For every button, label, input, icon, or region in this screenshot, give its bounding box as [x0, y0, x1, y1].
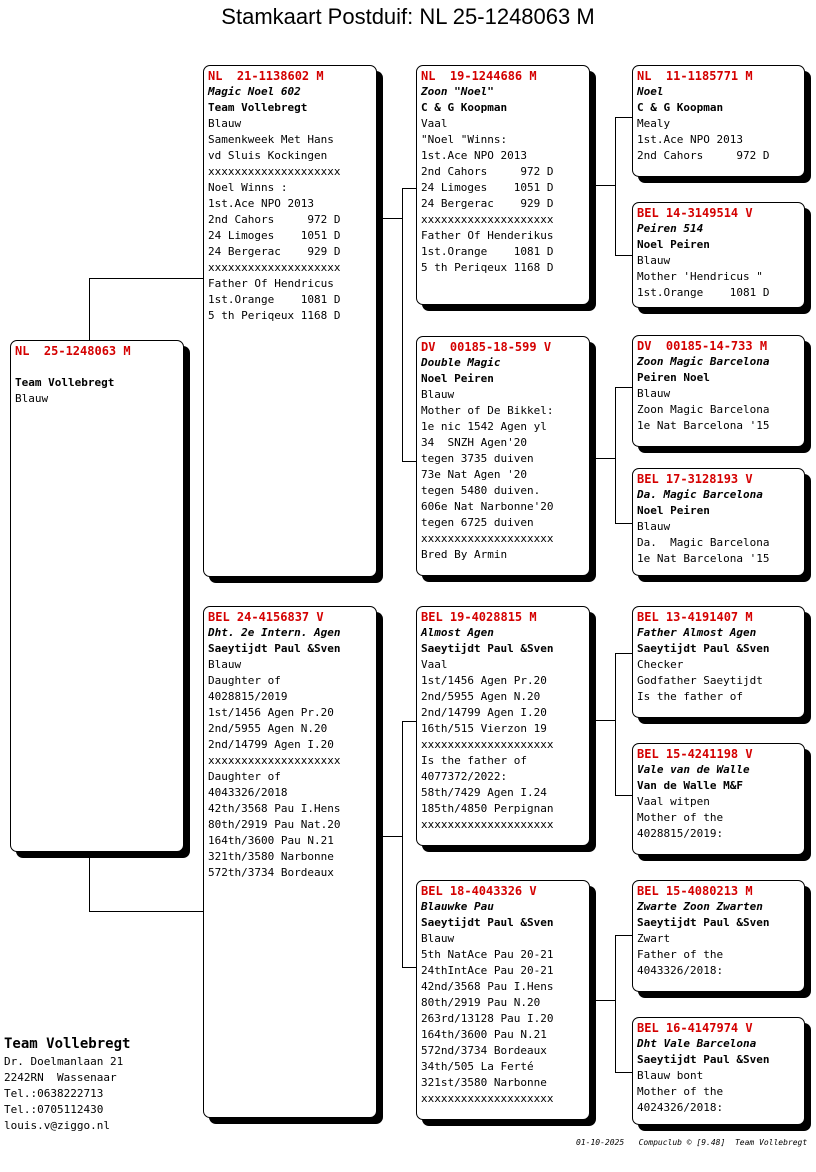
pedigree-note: xxxxxxxxxxxxxxxxxxxx — [421, 738, 554, 751]
pigeon-name: Almost Agen — [421, 626, 494, 639]
pedigree-note: 4077372/2022: — [421, 770, 508, 783]
pedigree-note: tegen 3735 duiven — [421, 452, 534, 465]
pedigree-note: xxxxxxxxxxxxxxxxxxxx — [421, 818, 554, 831]
breeder-name: Saeytijdt Paul &Sven — [421, 642, 554, 655]
connector — [89, 278, 90, 341]
pigeon-card-sds[interactable] — [632, 335, 805, 447]
ring-number: BEL 24-4156837 V — [208, 610, 324, 624]
ring-number: BEL 16-4147974 V — [637, 1021, 753, 1035]
breeder-name: Saeytijdt Paul &Sven — [421, 916, 554, 929]
pedigree-note: 1st/1456 Agen Pr.20 — [208, 706, 334, 719]
pedigree-note: 4028815/2019 — [208, 690, 288, 703]
pedigree-note: "Noel "Winns: — [421, 133, 508, 146]
connector — [615, 653, 633, 654]
pedigree-note: 42nd/3568 Pau I.Hens — [421, 980, 554, 993]
pigeon-name: Noel — [637, 85, 664, 98]
pedigree-note: 321st/3580 Narbonne — [421, 1076, 547, 1089]
ring-number: NL 25-1248063 M — [15, 344, 131, 358]
footer-credit: 01-10-2025 Compuclub © [9.48] Team Vollebregt — [576, 1138, 808, 1147]
connector — [377, 836, 403, 837]
ring-number: NL 19-1244686 M — [421, 69, 537, 83]
pedigree-note: Mother of De Bikkel: — [421, 404, 554, 417]
connector — [89, 278, 205, 279]
pigeon-name: Blauwke Pau — [421, 900, 494, 913]
owner-info — [4, 1034, 130, 1134]
pedigree-note: 24 Bergerac 929 D — [208, 245, 341, 258]
pigeon-card-sire-sire[interactable] — [416, 65, 590, 305]
pedigree-note: Zwart — [637, 932, 671, 945]
ring-number: BEL 15-4241198 V — [637, 747, 753, 761]
pigeon-name: Vale van de Walle — [637, 763, 750, 776]
pedigree-note: Mother 'Hendricus " — [637, 270, 763, 283]
owner-name: Team Vollebregt — [4, 1036, 131, 1052]
pedigree-note: Zoon Magic Barcelona — [637, 403, 770, 416]
connector — [615, 117, 633, 118]
pigeon-name: Zoon "Noel" — [421, 85, 494, 98]
connector — [615, 387, 633, 388]
pedigree-note: Vaal witpen — [637, 795, 710, 808]
pigeon-name: Zoon Magic Barcelona — [637, 355, 770, 368]
pedigree-note: 1st.Ace NPO 2013 — [421, 149, 527, 162]
pedigree-note: 4028815/2019: — [637, 827, 724, 840]
pedigree-note: Father of the — [637, 948, 724, 961]
pigeon-card-dds[interactable] — [632, 880, 805, 992]
pedigree-note: xxxxxxxxxxxxxxxxxxxx — [421, 213, 554, 226]
pedigree-note: vd Sluis Kockingen — [208, 149, 328, 162]
pigeon-name: Dht. 2e Intern. Agen — [208, 626, 341, 639]
pedigree-note: tegen 6725 duiven — [421, 516, 534, 529]
pigeon-card-dss[interactable] — [632, 606, 805, 718]
pedigree-note: 4043326/2018: — [637, 964, 724, 977]
pigeon-card-ssd[interactable] — [632, 202, 805, 308]
connector — [615, 255, 633, 256]
ring-number: BEL 15-4080213 M — [637, 884, 753, 898]
pedigree-note: Blauw bont — [637, 1069, 704, 1082]
pedigree-note: Vaal — [421, 117, 448, 130]
breeder-name: Saeytijdt Paul &Sven — [637, 642, 770, 655]
pedigree-note: Father Of Hendricus — [208, 277, 334, 290]
connector — [615, 387, 616, 524]
owner-phone: Tel.:0705112430 — [4, 1103, 104, 1116]
pedigree-note: Mother of the — [637, 1085, 724, 1098]
page-title: Stamkaart Postduif: NL 25-1248063 M — [221, 4, 595, 29]
pigeon-card-sss[interactable] — [632, 65, 805, 177]
pedigree-note: Godfather Saeytijdt — [637, 674, 763, 687]
pedigree-note: 80th/2919 Pau Nat.20 — [208, 818, 341, 831]
breeder-name: Saeytijdt Paul &Sven — [637, 916, 770, 929]
breeder-name: C & G Koopman — [637, 101, 724, 114]
owner-phone: Tel.:0638222713 — [4, 1087, 104, 1100]
pedigree-note: Da. Magic Barcelona — [637, 536, 770, 549]
pedigree-note: Noel Winns : — [208, 181, 288, 194]
pigeon-card-sdd[interactable] — [632, 468, 805, 576]
pedigree-note: 1st/1456 Agen Pr.20 — [421, 674, 547, 687]
pedigree-note: 1st.Orange 1081 D — [208, 293, 341, 306]
pedigree-note: 5 th Periqeux 1168 D — [421, 261, 554, 274]
breeder-name: Noel Peiren — [421, 372, 494, 385]
connector — [615, 795, 633, 796]
owner-email[interactable]: louis.v@ziggo.nl — [4, 1119, 110, 1132]
pedigree-note: Is the father of — [637, 690, 743, 703]
connector — [590, 185, 616, 186]
pedigree-note: 2nd Cahors 972 D — [421, 165, 554, 178]
pedigree-note: Blauw — [637, 520, 671, 533]
pedigree-note: 58th/7429 Agen I.24 — [421, 786, 547, 799]
owner-address-line: Dr. Doelmanlaan 21 — [4, 1055, 124, 1068]
pedigree-note: 2nd Cahors 972 D — [637, 149, 770, 162]
pedigree-note: Blauw — [421, 388, 455, 401]
pedigree-note: Checker — [637, 658, 684, 671]
breeder-name: C & G Koopman — [421, 101, 508, 114]
breeder-name: Noel Peiren — [637, 238, 710, 251]
pedigree-note: 572nd/3734 Bordeaux — [421, 1044, 547, 1057]
ring-number: DV 00185-14-733 M — [637, 339, 768, 353]
breeder-name: Noel Peiren — [637, 504, 710, 517]
pedigree-note: tegen 5480 duiven. — [421, 484, 541, 497]
pigeon-card-ddd[interactable] — [632, 1017, 805, 1125]
pedigree-note: 1st.Orange 1081 D — [421, 245, 554, 258]
connector — [590, 1000, 616, 1001]
pedigree-note: 263rd/13128 Pau I.20 — [421, 1012, 554, 1025]
connector — [377, 218, 403, 219]
pedigree-note: 24 Limoges 1051 D — [208, 229, 341, 242]
breeder-name: Peiren Noel — [637, 371, 710, 384]
connector — [615, 935, 616, 1073]
connector — [615, 117, 616, 256]
pigeon-card-dam-sire[interactable] — [416, 606, 590, 846]
pedigree-note: Blauw — [637, 254, 671, 267]
pedigree-note: Daughter of — [208, 770, 281, 783]
connector — [615, 1072, 633, 1073]
breeder-name: Saeytijdt Paul &Sven — [208, 642, 341, 655]
pedigree-note: 5 th Periqeux 1168 D — [208, 309, 341, 322]
pedigree-note: 2nd/14799 Agen I.20 — [421, 706, 547, 719]
pedigree-note: Blauw — [208, 658, 242, 671]
pedigree-note: xxxxxxxxxxxxxxxxxxxx — [208, 261, 341, 274]
breeder-name: Van de Walle M&F — [637, 779, 743, 792]
pedigree-note: Is the father of — [421, 754, 527, 767]
pedigree-note: 24 Limoges 1051 D — [421, 181, 554, 194]
owner-address-line: 2242RN Wassenaar — [4, 1071, 117, 1084]
pigeon-name: Peiren 514 — [637, 222, 704, 235]
ring-number: BEL 13-4191407 M — [637, 610, 753, 624]
pedigree-note: 1st.Orange 1081 D — [637, 286, 770, 299]
ring-number: DV 00185-18-599 V — [421, 340, 552, 354]
pedigree-note: 164th/3600 Pau N.21 — [421, 1028, 547, 1041]
pigeon-card-sire-dam[interactable] — [416, 336, 590, 576]
pigeon-card-dam-dam[interactable] — [416, 880, 590, 1120]
pedigree-note: Blauw — [421, 932, 455, 945]
pigeon-card-dam[interactable] — [203, 606, 377, 1118]
ring-number: NL 11-1185771 M — [637, 69, 753, 83]
pigeon-name: Zwarte Zoon Zwarten — [637, 900, 763, 913]
ring-number: BEL 18-4043326 V — [421, 884, 537, 898]
pigeon-name — [15, 359, 179, 375]
pigeon-card-sire[interactable] — [203, 65, 377, 577]
pigeon-name: Double Magic — [421, 356, 501, 369]
pedigree-note: 1e Nat Barcelona '15 — [637, 419, 770, 432]
pedigree-note: 2nd/14799 Agen I.20 — [208, 738, 334, 751]
pedigree-note: 24thIntAce Pau 20-21 — [421, 964, 554, 977]
pedigree-note: 2nd/5955 Agen N.20 — [421, 690, 541, 703]
connector — [402, 721, 403, 968]
pedigree-note: 2nd/5955 Agen N.20 — [208, 722, 328, 735]
pedigree-note: xxxxxxxxxxxxxxxxxxxx — [208, 754, 341, 767]
pedigree-note: Mealy — [637, 117, 671, 130]
connector — [590, 458, 616, 459]
pedigree-note: Vaal — [421, 658, 448, 671]
connector — [615, 523, 633, 524]
pedigree-note: 34 SNZH Agen'20 — [421, 436, 527, 449]
connector — [615, 653, 616, 796]
pedigree-note: Blauw — [15, 392, 49, 405]
pedigree-note: 1st.Ace NPO 2013 — [208, 197, 314, 210]
pigeon-card-subject[interactable] — [10, 340, 184, 852]
pedigree-note: 16th/515 Vierzon 19 — [421, 722, 547, 735]
pedigree-note: 4043326/2018 — [208, 786, 288, 799]
pedigree-note: xxxxxxxxxxxxxxxxxxxx — [421, 532, 554, 545]
pedigree-note: 572th/3734 Bordeaux — [208, 866, 334, 879]
pedigree-note: Bred By Armin — [421, 548, 508, 561]
breeder-name: Team Vollebregt — [15, 376, 115, 389]
pedigree-note: 80th/2919 Pau N.20 — [421, 996, 541, 1009]
connector — [590, 720, 616, 721]
pigeon-name: Father Almost Agen — [637, 626, 757, 639]
ring-number: NL 21-1138602 M — [208, 69, 324, 83]
pedigree-note: 2nd Cahors 972 D — [208, 213, 341, 226]
pedigree-note: Blauw — [637, 387, 671, 400]
connector — [89, 911, 205, 912]
breeder-name: Saeytijdt Paul &Sven — [637, 1053, 770, 1066]
pedigree-note: 1st.Ace NPO 2013 — [637, 133, 743, 146]
pigeon-name: Magic Noel 602 — [208, 85, 301, 98]
pedigree-note: Blauw — [208, 117, 242, 130]
pedigree-note: xxxxxxxxxxxxxxxxxxxx — [208, 165, 341, 178]
ring-number: BEL 14-3149514 V — [637, 206, 753, 220]
ring-number: BEL 17-3128193 V — [637, 472, 753, 486]
pedigree-note: 1e Nat Barcelona '15 — [637, 552, 770, 565]
pedigree-note: Mother of the — [637, 811, 724, 824]
ring-number: BEL 19-4028815 M — [421, 610, 537, 624]
pedigree-note: 5th NatAce Pau 20-21 — [421, 948, 554, 961]
pedigree-note: 185th/4850 Perpignan — [421, 802, 554, 815]
connector — [615, 935, 633, 936]
connector — [402, 188, 403, 462]
pigeon-name: Da. Magic Barcelona — [637, 488, 763, 501]
pedigree-note: 4024326/2018: — [637, 1101, 724, 1114]
pedigree-note: 34th/505 La Ferté — [421, 1060, 534, 1073]
pedigree-note: Samenkweek Met Hans — [208, 133, 334, 146]
pedigree-note: 164th/3600 Pau N.21 — [208, 834, 334, 847]
pedigree-note: 24 Bergerac 929 D — [421, 197, 554, 210]
pedigree-note: 321th/3580 Narbonne — [208, 850, 334, 863]
pedigree-note: xxxxxxxxxxxxxxxxxxxx — [421, 1092, 554, 1105]
pedigree-note: 73e Nat Agen '20 — [421, 468, 527, 481]
pedigree-note: 1e nic 1542 Agen yl — [421, 420, 547, 433]
pigeon-name: Dht Vale Barcelona — [637, 1037, 757, 1050]
pigeon-card-dsd[interactable] — [632, 743, 805, 855]
pedigree-note: Father Of Henderikus — [421, 229, 554, 242]
pedigree-note: 42th/3568 Pau I.Hens — [208, 802, 341, 815]
pedigree-note: 606e Nat Narbonne'20 — [421, 500, 554, 513]
breeder-name: Team Vollebregt — [208, 101, 308, 114]
pedigree-note: Daughter of — [208, 674, 281, 687]
connector — [89, 852, 90, 912]
